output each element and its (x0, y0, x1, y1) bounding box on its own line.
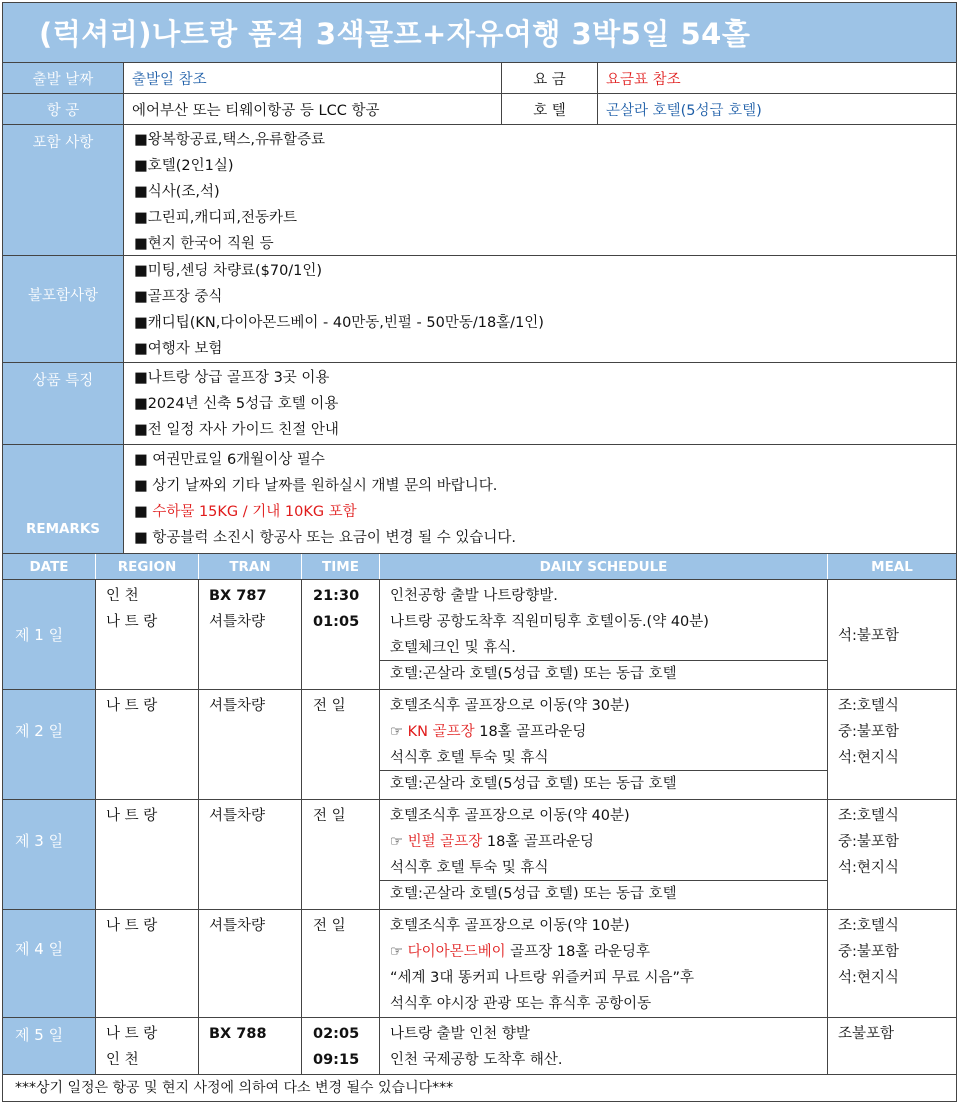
meal-cell: 조:호텔식 중:불포함 석:현지식 (838, 808, 899, 876)
departure-label: 출발 날짜 (3, 63, 124, 93)
golf-course-name: 다이아몬드베이 (407, 944, 506, 960)
features-label: 상품 특징 (3, 363, 124, 444)
hotel-value: 곤살라 호텔(5성급 호텔) (606, 102, 762, 119)
list-item: ■전 일정 자사 가이드 친절 안내 (134, 422, 339, 438)
day-row-4 (3, 910, 956, 1018)
list-item: ■캐디팁(KN,다이아몬드베이 - 40만동,빈펄 - 50만동/18홀/1인) (134, 315, 544, 331)
hotel-label: 호 텔 (502, 94, 598, 124)
list-item: ■골프장 중식 (134, 289, 223, 305)
time-cell: 전 일 (302, 690, 380, 799)
region-cell: 나 트 랑 (96, 800, 199, 909)
list-item: ■식사(조,석) (134, 184, 220, 200)
day-row-5 (3, 1018, 956, 1075)
excluded-section (3, 256, 956, 363)
list-item: ■2024년 신축 5성급 호텔 이용 (134, 396, 339, 412)
schedule-header (3, 554, 956, 580)
included-list (124, 125, 956, 255)
col-region: REGION (96, 554, 199, 579)
excluded-list (124, 256, 956, 362)
transport-cell: BX 788 (199, 1018, 302, 1074)
day-label: 제 4 일 (3, 910, 96, 1017)
included-label: 포함 사항 (3, 125, 124, 255)
meal-cell: 석:불포함 (838, 628, 899, 644)
hotel-line: 호텔:곤살라 호텔(5성급 호텔) 또는 동급 호텔 (380, 770, 827, 796)
price-value: 요금표 참조 (606, 71, 681, 88)
airline-label: 항 공 (3, 94, 124, 124)
departure-value: 출발일 참조 (124, 63, 502, 93)
list-item: ■미팅,센딩 차량료($70/1인) (134, 263, 323, 279)
excluded-label: 불포함사항 (3, 256, 124, 362)
col-time: TIME (302, 554, 380, 579)
col-daily-schedule: DAILY SCHEDULE (380, 554, 828, 579)
transport-cell: 셔틀차량 (199, 800, 302, 909)
remarks-label: REMARKS (3, 445, 124, 553)
list-item: ■현지 한국어 직원 등 (134, 236, 274, 252)
day-label: 제 1 일 (3, 580, 96, 689)
included-section (3, 125, 956, 256)
day-label: 제 3 일 (3, 800, 96, 909)
region-cell: 나 트 랑 (96, 910, 199, 1017)
region-cell: 인 천 나 트 랑 (96, 580, 199, 689)
transport-cell: 셔틀차량 (199, 910, 302, 1017)
day-row-3 (3, 800, 956, 910)
list-item: ■ 항공블럭 소진시 항공사 또는 요금이 변경 될 수 있습니다. (134, 530, 516, 546)
itinerary-sheet (2, 2, 957, 1102)
transport-cell: 셔틀차량 (199, 690, 302, 799)
region-cell: 나 트 랑 인 천 (96, 1018, 199, 1074)
time-cell: 02:05 09:15 (302, 1018, 380, 1074)
schedule-cell: 호텔조식후 골프장으로 이동(약 30분) ☞ KN 골프장 18홀 골프라운딩 석식후 호텔 투숙 및 휴식 호텔:곤살라 호텔(5성급 호텔) 또는 동급 호텔 (380, 690, 828, 799)
remarks-section (3, 445, 956, 554)
schedule-cell: 호텔조식후 골프장으로 이동(약 40분) ☞ 빈펄 골프장 18홀 골프라운딩 석식후 호텔 투숙 및 휴식 호텔:곤살라 호텔(5성급 호텔) 또는 동급 호텔 (380, 800, 828, 909)
day-label: 제 5 일 (3, 1018, 96, 1074)
time-cell: 전 일 (302, 800, 380, 909)
footer-note: ***상기 일정은 항공 및 현지 사정에 의하여 다소 변경 될수 있습니다*** (15, 1080, 454, 1096)
time-cell: 21:30 01:05 (302, 580, 380, 689)
list-item: ■ 상기 날짜외 기타 날짜를 원하실시 개별 문의 바랍니다. (134, 478, 498, 494)
col-tran: TRAN (199, 554, 302, 579)
col-meal: MEAL (871, 558, 913, 575)
list-item: ■ 여권만료일 6개월이상 필수 (134, 452, 325, 468)
info-row-departure (3, 63, 956, 94)
col-date: DATE (3, 554, 96, 579)
day-row-2 (3, 690, 956, 800)
schedule-cell: 나트랑 출발 인천 향발 인천 국제공항 도착후 해산. (380, 1018, 828, 1074)
region-cell: 나 트 랑 (96, 690, 199, 799)
features-section (3, 363, 956, 445)
price-label: 요 금 (502, 63, 598, 93)
golf-course-name: 빈펄 골프장 (407, 834, 483, 850)
time-cell: 전 일 (302, 910, 380, 1017)
list-item: ■호텔(2인1실) (134, 158, 234, 174)
day-row-1 (3, 580, 956, 690)
list-item: ■그린피,캐디피,전동카트 (134, 210, 297, 226)
list-item: ■ 수하물 15KG / 기내 10KG 포함 (134, 504, 357, 520)
list-item: ■여행자 보험 (134, 341, 223, 357)
golf-course-name: KN 골프장 (407, 724, 475, 740)
hotel-line: 호텔:곤살라 호텔(5성급 호텔) 또는 동급 호텔 (380, 660, 827, 686)
list-item: ■나트랑 상급 골프장 3곳 이용 (134, 370, 330, 386)
info-row-airline (3, 94, 956, 125)
list-item: ■왕복항공료,택스,유류할증료 (134, 132, 326, 148)
remarks-list (124, 445, 956, 553)
schedule-cell: 호텔조식후 골프장으로 이동(약 10분) ☞ 다이아몬드베이 골프장 18홀 라운딩후 “세계 3대 똥커피 나트랑 위즐커피 무료 시음”후 석식후 야시장 관광 또는 휴식후 공항이동 (380, 910, 828, 1017)
transport-cell: BX 787 셔틀차량 (199, 580, 302, 689)
baggage-note: 수하물 15KG / 기내 10KG 포함 (152, 504, 357, 520)
schedule-cell: 인천공항 출발 나트랑향발. 나트랑 공항도착후 직원미팅후 호텔이동.(약 40분) 호텔체크인 및 휴식. 호텔:곤살라 호텔(5성급 호텔) 또는 동급 호텔 (380, 580, 828, 689)
page-title: (럭셔리)나트랑 품격 3색골프+자유여행 3박5일 54홀 (3, 3, 956, 63)
hotel-line: 호텔:곤살라 호텔(5성급 호텔) 또는 동급 호텔 (380, 880, 827, 906)
airline-value: 에어부산 또는 티웨이항공 등 LCC 항공 (124, 94, 502, 124)
day-label: 제 2 일 (3, 690, 96, 799)
meal-cell: 조:호텔식 중:불포함 석:현지식 (838, 698, 899, 766)
meal-cell: 조불포함 (838, 1026, 895, 1042)
meal-cell: 조:호텔식 중:불포함 석:현지식 (838, 918, 899, 986)
features-list (124, 363, 956, 444)
